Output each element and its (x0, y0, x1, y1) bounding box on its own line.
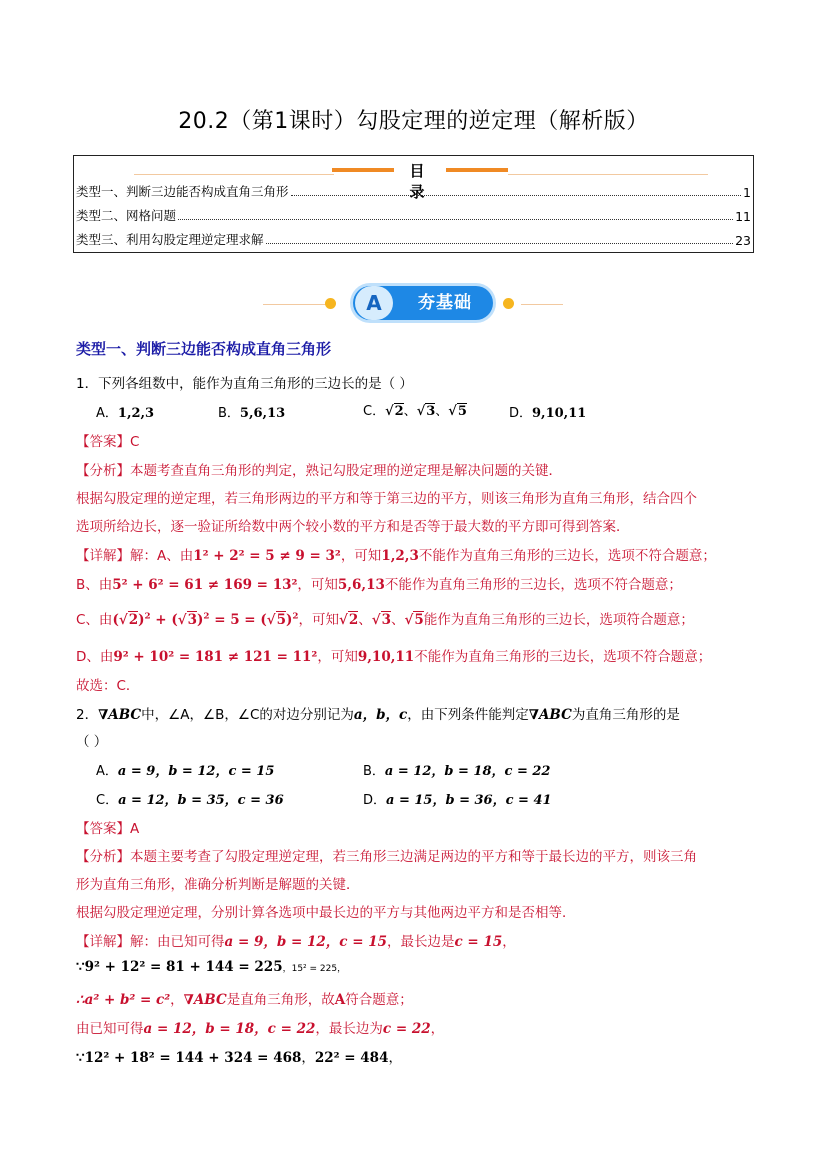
q1-detail-b: B、由5² + 6² = 61 ≠ 169 = 13²，可知5,6,13不能作为直角三角形的三边长，选项不符合题意； (76, 577, 682, 593)
toc-entry-label: 类型一、判断三边能否构成直角三角形 (76, 184, 289, 199)
section-banner (263, 284, 563, 324)
q1-detail-d: D、由9² + 10² = 181 ≠ 121 = 11²，可知9,10,11不能作为直角三角形的三边长，选项不符合题意； (76, 649, 712, 665)
toc-title: 目 录 (409, 162, 431, 201)
q2-answer: 【答案】A (76, 821, 140, 837)
q2-option-c: C．a = 12，b = 35，c = 36 (96, 793, 284, 808)
toc-leader (266, 243, 734, 244)
q1-stem: 1．下列各组数中，能作为直角三角形的三边长的是（ ） (76, 376, 413, 392)
toc-entry-3[interactable] (76, 230, 751, 248)
q2-stem: 2．∇ABC中，∠A，∠B，∠C的对边分别记为a，b，c，由下列条件能判定∇ABC为直角三角形的是 (76, 707, 680, 723)
banner-rule-left (263, 304, 333, 305)
toc-entry-page: 11 (735, 209, 751, 224)
table-of-contents (73, 155, 754, 253)
toc-entry-label: 类型三、利用勾股定理逆定理求解 (76, 232, 264, 247)
toc-rule-right (508, 174, 708, 175)
q1-analysis-line-1: 【分析】本题考查直角三角形的判定，熟记勾股定理的逆定理是解决问题的关键． (76, 463, 562, 479)
toc-leader (291, 195, 742, 196)
q2-analysis-line-2: 形为直角三角形，准确分析判断是解题的关键． (76, 877, 360, 893)
q1-option-d: D．9,10,11 (509, 406, 587, 421)
q1-analysis-line-3: 选项所给边长，逐一验证所给数中两个较小数的平方和是否等于最大数的平方即可得到答案． (76, 519, 630, 535)
q2-option-d: D．a = 15，b = 36，c = 41 (363, 793, 552, 808)
toc-bar-right (446, 168, 508, 172)
q2-detail-1: 【详解】解：由已知可得a = 9，b = 12，c = 15，最长边是c = 15， (76, 934, 516, 950)
q2-detail-3: ∴a² + b² = c²，∇ABC是直角三角形，故A符合题意； (76, 992, 413, 1008)
q2-detail-2: ∵9² + 12² = 81 + 144 = 225，15² = 225， (76, 959, 347, 975)
q2-analysis-line-3: 根据勾股定理逆定理，分别计算各选项中最长边的平方与其他两边平方和是否相等． (76, 905, 576, 921)
q2-analysis-line-1: 【分析】本题主要考查了勾股定理逆定理，若三角形三边满足两边的平方和等于最长边的平方，则该三角 (76, 849, 697, 865)
q1-choose: 故选：C． (76, 678, 140, 694)
q1-analysis-line-2: 根据勾股定理的逆定理，若三角形两边的平方和等于第三边的平方，则该三角形为直角三角形，结合四个 (76, 491, 697, 507)
q2-stem-line-2: （ ） (76, 734, 108, 750)
toc-entry-page: 1 (743, 185, 751, 200)
q2-detail-4: 由已知可得a = 12，b = 18，c = 22，最长边为c = 22， (76, 1021, 445, 1037)
banner-rule-right (521, 304, 563, 305)
toc-entry-1[interactable] (76, 182, 751, 200)
q1-option-a: A．1,2,3 (96, 406, 155, 421)
q1-detail-a: 【详解】解：A、由1² + 2² = 5 ≠ 9 = 3²，可知1,2,3不能作为直角三角形的三边长，选项不符合题意； (76, 548, 716, 564)
toc-entry-2[interactable] (76, 206, 751, 224)
banner-letter-badge: A (355, 286, 393, 320)
toc-entry-label: 类型二、网格问题 (76, 208, 177, 223)
q1-option-c: C．√2、√3、√5 (363, 404, 467, 419)
q1-detail-c: C、由$(√2)^2 + (√3)^2 = 5 = (√5)^2$，可知√2、√3、√5能作为直角三角形的三边长，选项符合题意； (76, 611, 694, 628)
q2-detail-5: ∵12² + 18² = 144 + 324 = 468，22² = 484， (76, 1050, 402, 1066)
banner-dot-right (503, 298, 514, 309)
banner-dot-left (325, 298, 336, 309)
toc-bar-left (332, 168, 394, 172)
q2-option-b: B．a = 12，b = 18，c = 22 (363, 764, 551, 779)
toc-rule-left (134, 174, 334, 175)
toc-entry-page: 23 (735, 233, 751, 248)
toc-leader (178, 219, 733, 220)
q1-answer: 【答案】C (76, 434, 140, 450)
q2-option-a: A．a = 9，b = 12，c = 15 (96, 764, 275, 779)
banner-text: 夯基础 (418, 293, 472, 313)
q1-option-b: B．5,6,13 (218, 406, 286, 421)
page-title: 20.2（第1课时）勾股定理的逆定理（解析版） (178, 109, 649, 134)
section-heading: 类型一、判断三边能否构成直角三角形 (76, 340, 332, 358)
